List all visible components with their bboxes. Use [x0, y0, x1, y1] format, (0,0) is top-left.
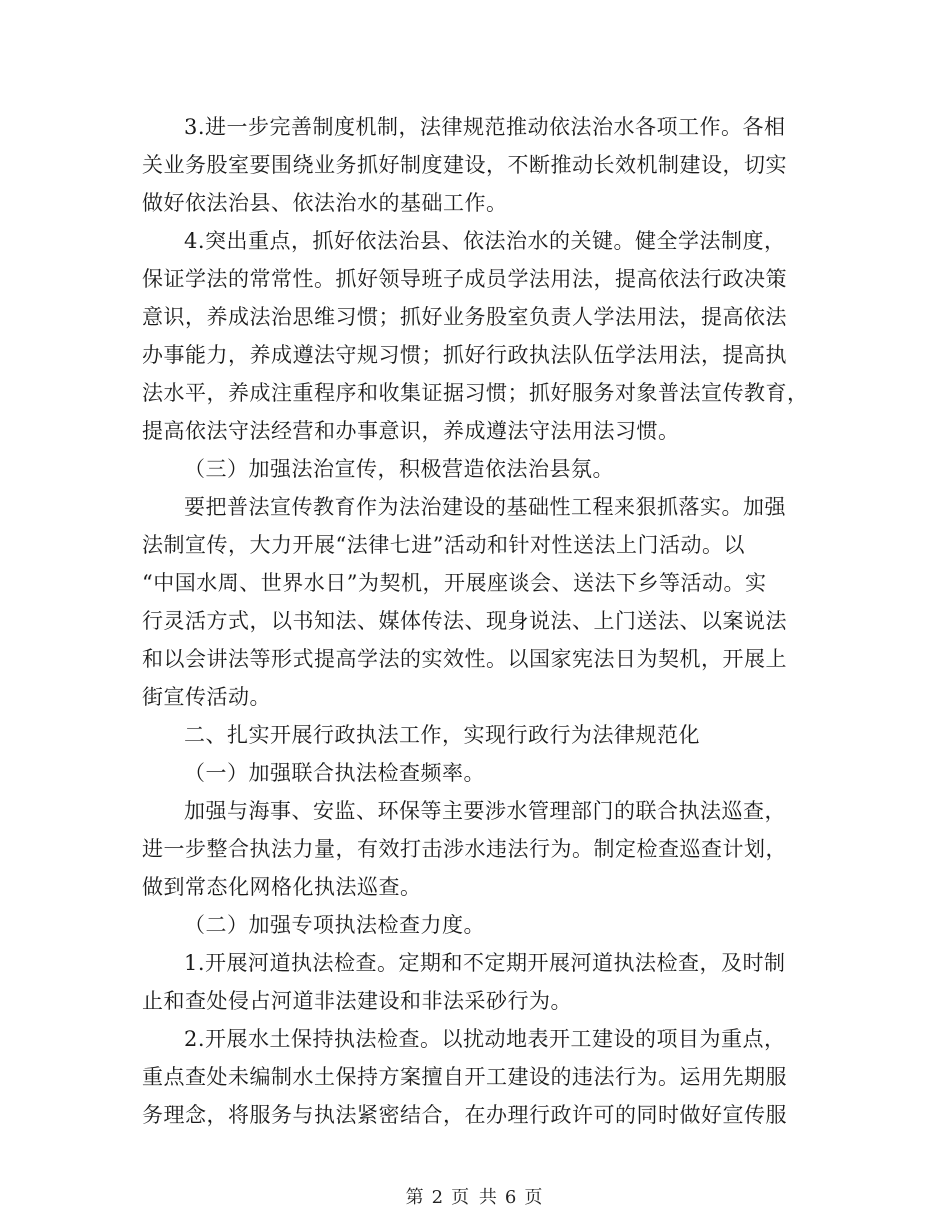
text-line: 做好依法治县、依法治水的基础工作。 — [142, 191, 508, 215]
text-line: “中国水周、世界水日”为契机，开展座谈会、送法下乡等活动。实 — [142, 571, 767, 595]
page-footer — [0, 1183, 950, 1209]
text-line: 要把普法宣传教育作为法治建设的基础性工程来狠抓落实。加强 — [184, 495, 786, 519]
text-line: 提高依法守法经营和办事意识，养成遵法守法用法习惯。 — [142, 419, 680, 443]
text-line: 4.突出重点，抓好依法治县、依法治水的关键。健全学法制度， — [184, 229, 786, 253]
section-subheading: （三）加强法治宣传，积极营造依法治县氛。 — [184, 457, 614, 481]
page-number-middle: 页 共 — [451, 1187, 499, 1208]
text-line: 和以会讲法等形式提高学法的实效性。以国家宪法日为契机，开展上 — [142, 647, 787, 671]
text-line: 1.开展河道执法检查。定期和不定期开展河道执法检查，及时制 — [184, 951, 786, 975]
section-subheading: （一）加强联合执法检查频率。 — [184, 761, 485, 785]
section-subheading: （二）加强专项执法检查力度。 — [184, 913, 485, 937]
text-line: 行灵活方式，以书知法、媒体传法、现身说法、上门送法、以案说法 — [142, 609, 787, 633]
text-line: 法水平，养成注重程序和收集证据习惯；抓好服务对象普法宣传教育， — [142, 381, 809, 405]
page-number-prefix: 第 — [405, 1187, 426, 1208]
text-line: 加强与海事、安监、环保等主要涉水管理部门的联合执法巡查， — [184, 799, 786, 823]
text-line: 3.进一步完善制度机制，法律规范推动依法治水各项工作。各相 — [184, 115, 786, 139]
text-line: 法制宣传，大力开展“法律七进”活动和针对性送法上门活动。以 — [142, 533, 745, 557]
text-line: 务理念，将服务与执法紧密结合，在办理行政许可的同时做好宣传服 — [142, 1103, 787, 1127]
text-line: 进一步整合执法力量，有效打击涉水违法行为。制定检查巡查计划， — [142, 837, 787, 861]
text-line: 办事能力，养成遵法守规习惯；抓好行政执法队伍学法用法，提高执 — [142, 343, 787, 367]
text-line: 2.开展水土保持执法检查。以扰动地表开工建设的项目为重点， — [184, 1027, 786, 1051]
total-pages-number: 6 — [504, 1187, 519, 1208]
text-line: 重点查处未编制水土保持方案擅自开工建设的违法行为。运用先期服 — [142, 1065, 787, 1089]
text-line: 意识，养成法治思维习惯；抓好业务股室负责人学法用法，提高依法 — [142, 305, 787, 329]
text-line: 保证学法的常常性。抓好领导班子成员学法用法，提高依法行政决策 — [142, 267, 787, 291]
text-line: 止和查处侵占河道非法建设和非法采砂行为。 — [142, 989, 572, 1013]
text-line: 做到常态化网格化执法巡查。 — [142, 875, 422, 899]
document-body — [142, 108, 812, 1134]
page-number-suffix: 页 — [524, 1187, 545, 1208]
section-heading: 二、扎实开展行政执法工作，实现行政行为法律规范化 — [184, 723, 700, 747]
text-line: 街宣传活动。 — [142, 685, 271, 709]
text-line: 关业务股室要围绕业务抓好制度建设，不断推动长效机制建设，切实 — [142, 153, 787, 177]
current-page-number: 2 — [431, 1187, 446, 1208]
